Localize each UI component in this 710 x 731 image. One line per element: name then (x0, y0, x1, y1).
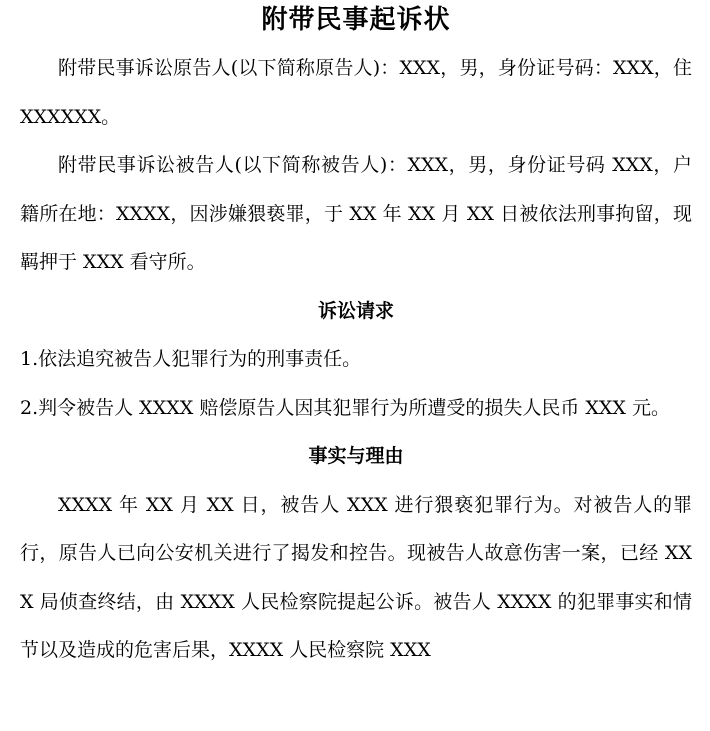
document-page (20, 0, 692, 675)
plaintiff-paragraph: 附带民事诉讼原告人(以下简称原告人)：XXX，男，身份证号码：XXX，住 XXXXXX。 (20, 57, 692, 128)
facts-paragraph: XXXX 年 XX 月 XX 日，被告人 XXX 进行猥亵犯罪行为。对被告人的罪行，原告人已向公安机关进行了揭发和控告。现被告人故意伤害一案，已经 XXX 局侦查终结，由 XXXX 人民检察院提起公诉。被告人 XXXX 的犯罪事实和情节以及造成的危害后果，XXXX 人民检察院 XXX (20, 493, 692, 661)
defendant-paragraph: 附带民事诉讼被告人(以下简称被告人)：XXX，男，身份证号码 XXX，户籍所在地：XXXX，因涉嫌猥亵罪，于 XX 年 XX 月 XX 日被依法刑事拘留，现羁押于 XXX 看守所。 (20, 154, 692, 273)
claim-item-2: 2.判令被告人 XXXX 赔偿原告人因其犯罪行为所遭受的损失人民币 XXX 元。 (20, 396, 670, 419)
claim-item-1: 1.依法追究被告人犯罪行为的刑事责任。 (20, 348, 362, 370)
claims-heading: 诉讼请求 (317, 299, 394, 322)
document-title: 附带民事起诉状 (261, 5, 451, 35)
facts-heading: 事实与理由 (308, 445, 404, 467)
